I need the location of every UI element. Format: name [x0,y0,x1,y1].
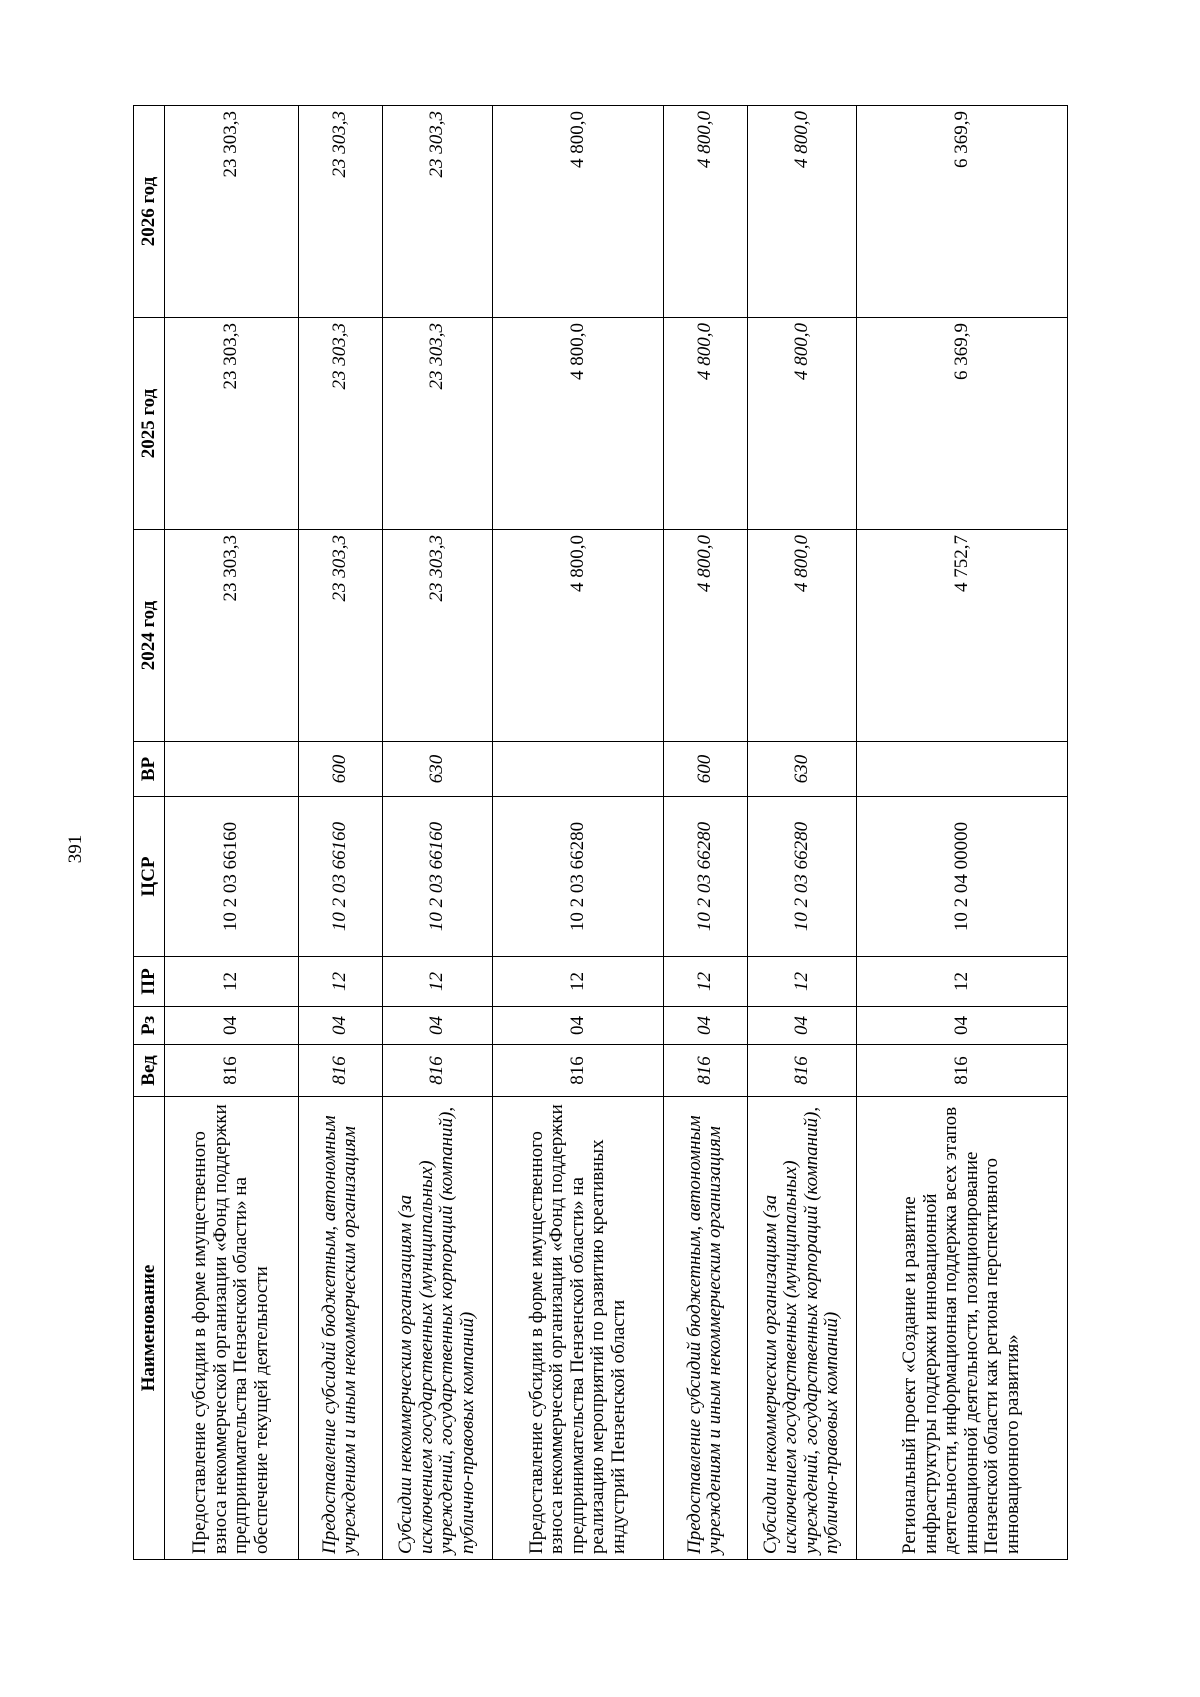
header-csr: ЦСР [134,797,165,957]
header-2024: 2024 год [134,530,165,742]
row-ved: 816 [747,1045,856,1097]
table-row [856,106,1067,1560]
row-2024: 23 303,3 [165,530,299,742]
row-pr: 12 [856,957,1067,1007]
row-2026: 4 800,0 [663,106,747,318]
row-name: Субсидии некоммерческим организациям (за исключением государственных (муниципальных) учреждений, государственных корпораций (компаний), публично-правовых компаний) [747,1097,856,1560]
row-2026: 4 800,0 [492,106,663,318]
table-row [663,106,747,1560]
row-pr: 12 [747,957,856,1007]
header-vr: ВР [134,742,165,797]
row-2026: 4 800,0 [747,106,856,318]
row-ved: 816 [856,1045,1067,1097]
row-vr: 630 [382,742,492,797]
row-2026: 23 303,3 [165,106,299,318]
row-2025: 23 303,3 [382,318,492,530]
row-name: Предоставление субсидий бюджетным, автономным учреждениям и иным некоммерческим организациям [298,1097,382,1560]
row-pr: 12 [663,957,747,1007]
row-csr: 10 2 03 66160 [165,797,299,957]
table-row [298,106,382,1560]
row-2024: 4 752,7 [856,530,1067,742]
row-csr: 10 2 03 66160 [382,797,492,957]
header-rz: Рз [134,1007,165,1045]
row-pr: 12 [492,957,663,1007]
row-rz: 04 [298,1007,382,1045]
rotated-page-content [133,106,1068,1560]
table-row [382,106,492,1560]
row-2025: 4 800,0 [492,318,663,530]
row-pr: 12 [298,957,382,1007]
row-name: Субсидии некоммерческим организациям (за исключением государственных (муниципальных) учреждений, государственных корпораций (компаний), публично-правовых компаний) [382,1097,492,1560]
row-2025: 23 303,3 [298,318,382,530]
row-vr [492,742,663,797]
header-pr: ПР [134,957,165,1007]
row-rz: 04 [856,1007,1067,1045]
row-2025: 23 303,3 [165,318,299,530]
row-ved: 816 [298,1045,382,1097]
row-2025: 4 800,0 [663,318,747,530]
row-2026: 23 303,3 [298,106,382,318]
page-number: 391 [65,834,86,864]
table-header-row [134,106,165,1560]
row-csr: 10 2 03 66280 [492,797,663,957]
table-row [492,106,663,1560]
row-csr: 10 2 03 66280 [663,797,747,957]
row-ved: 816 [165,1045,299,1097]
row-ved: 816 [382,1045,492,1097]
row-2024: 4 800,0 [663,530,747,742]
row-rz: 04 [747,1007,856,1045]
row-name: Предоставление субсидий бюджетным, автономным учреждениям и иным некоммерческим организациям [663,1097,747,1560]
row-name: Предоставление субсидии в форме имущественного взноса некоммерческой организации «Фонд поддержки предпринимательства Пензенской области» на обеспечение текущей деятельности [165,1097,299,1560]
header-2026: 2026 год [134,106,165,318]
row-ved: 816 [492,1045,663,1097]
row-name: Региональный проект «Создание и развитие инфраструктуры поддержки инновационной деятельности, информационная поддержка всех этапов инновационной деятельности, позиционирование Пензенской области как региона перспективного инновационного развития» [856,1097,1067,1560]
row-vr [165,742,299,797]
row-vr: 600 [298,742,382,797]
row-csr: 10 2 03 66160 [298,797,382,957]
row-vr: 600 [663,742,747,797]
row-pr: 12 [165,957,299,1007]
row-rz: 04 [382,1007,492,1045]
row-2024: 4 800,0 [492,530,663,742]
row-rz: 04 [663,1007,747,1045]
row-pr: 12 [382,957,492,1007]
row-2026: 6 369,9 [856,106,1067,318]
row-ved: 816 [663,1045,747,1097]
header-2025: 2025 год [134,318,165,530]
header-name: Наименование [134,1097,165,1560]
row-name: Предоставление субсидии в форме имущественного взноса некоммерческой организации «Фонд поддержки предпринимательства Пензенской области» на реализацию мероприятий по развитию креативных индустрий Пензенской области [492,1097,663,1560]
table-row [165,106,299,1560]
row-2025: 6 369,9 [856,318,1067,530]
row-2024: 23 303,3 [298,530,382,742]
row-rz: 04 [165,1007,299,1045]
row-csr: 10 2 03 66280 [747,797,856,957]
row-vr: 630 [747,742,856,797]
table-row [747,106,856,1560]
header-ved: Вед [134,1045,165,1097]
row-csr: 10 2 04 00000 [856,797,1067,957]
row-2026: 23 303,3 [382,106,492,318]
row-2024: 23 303,3 [382,530,492,742]
row-vr [856,742,1067,797]
budget-table [133,105,1068,1560]
row-rz: 04 [492,1007,663,1045]
row-2025: 4 800,0 [747,318,856,530]
row-2024: 4 800,0 [747,530,856,742]
